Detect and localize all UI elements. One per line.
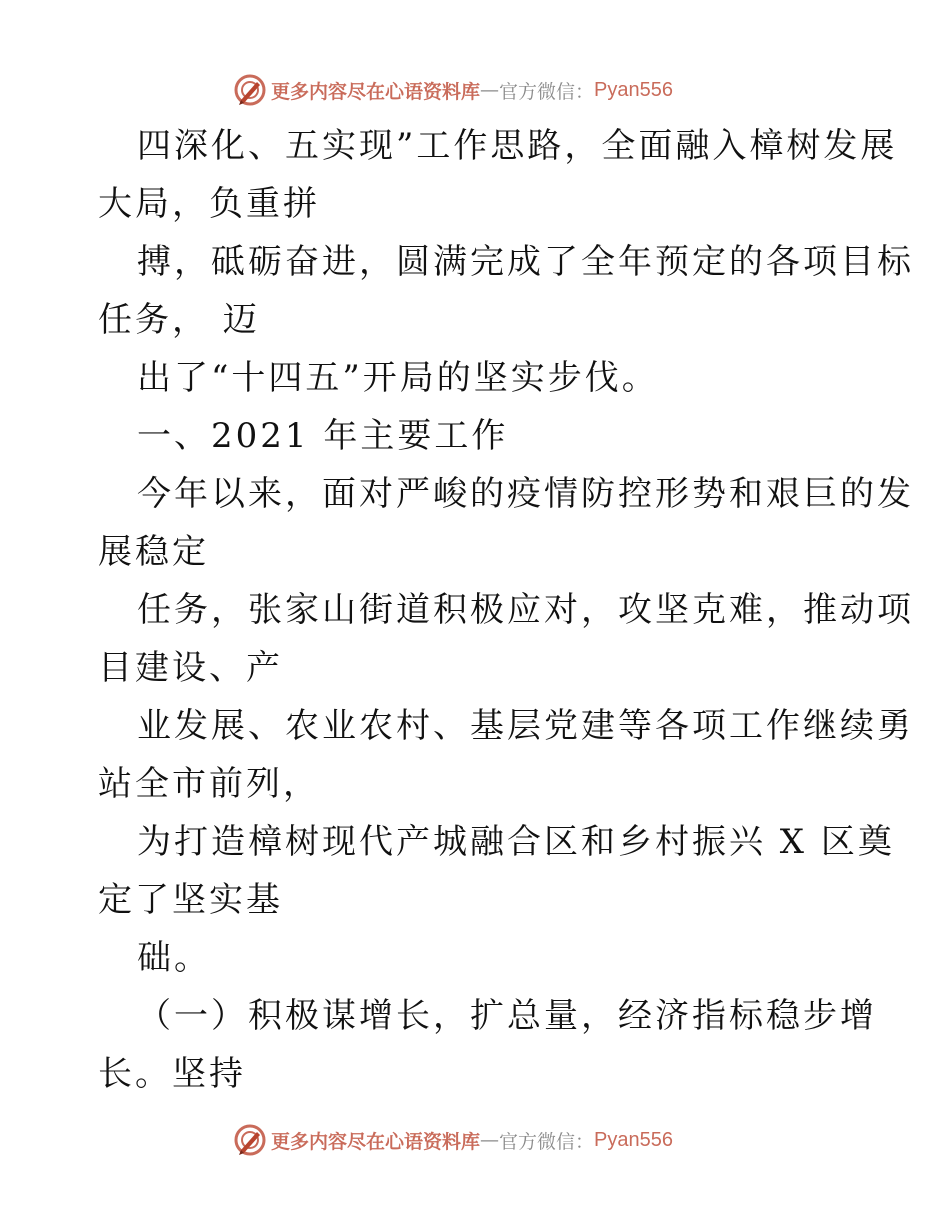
watermark-sub: 官方微信： (499, 80, 595, 103)
text-line: 任务，张家山街道积极应对，攻坚克难，推动项 (137, 590, 914, 630)
watermark-brand: 更多内容尽在心语资料库 (271, 80, 481, 103)
watermark-brand: 更多内容尽在心语资料库 (271, 1130, 481, 1153)
subsection-heading: （一）积极谋增长，扩总量，经济指标稳步增 (137, 996, 877, 1036)
watermark-sub: 官方微信： (499, 1130, 595, 1153)
text-line: 今年以来，面对严峻的疫情防控形势和艰巨的发 (137, 474, 914, 514)
text-line: 大局，负重拼 (98, 184, 320, 224)
section-heading: 一、2021 年主要工作 (137, 416, 509, 456)
text-line: 为打造樟树现代产城融合区和乡村振兴 X 区奠 (137, 822, 895, 862)
text-line: 展稳定 (98, 532, 209, 572)
text-line: 长。坚持 (98, 1054, 246, 1094)
watermark-id: Pyan556 (594, 78, 673, 101)
text-line: 业发展、农业农村、基层党建等各项工作继续勇 (137, 706, 914, 746)
text-line: 目建设、产 (98, 648, 283, 688)
text-line: 站全市前列， (98, 764, 320, 804)
text-line: 任务， 迈 (98, 300, 260, 340)
text-line: 搏，砥砺奋进，圆满完成了全年预定的各项目标 (137, 242, 914, 282)
text-line: 出了“十四五”开局的坚实步伐。 (137, 358, 659, 398)
text-line: 定了坚实基 (98, 880, 283, 920)
text-line: 础。 (137, 938, 211, 978)
watermark-dash: — (480, 79, 500, 101)
footer-watermark (233, 1122, 673, 1158)
watermark-id: Pyan556 (594, 1128, 673, 1151)
text-line: 四深化、五实现”工作思路，全面融入樟树发展 (137, 126, 898, 166)
pen-circle-logo-icon (233, 1123, 267, 1157)
watermark-dash: — (480, 1129, 500, 1151)
